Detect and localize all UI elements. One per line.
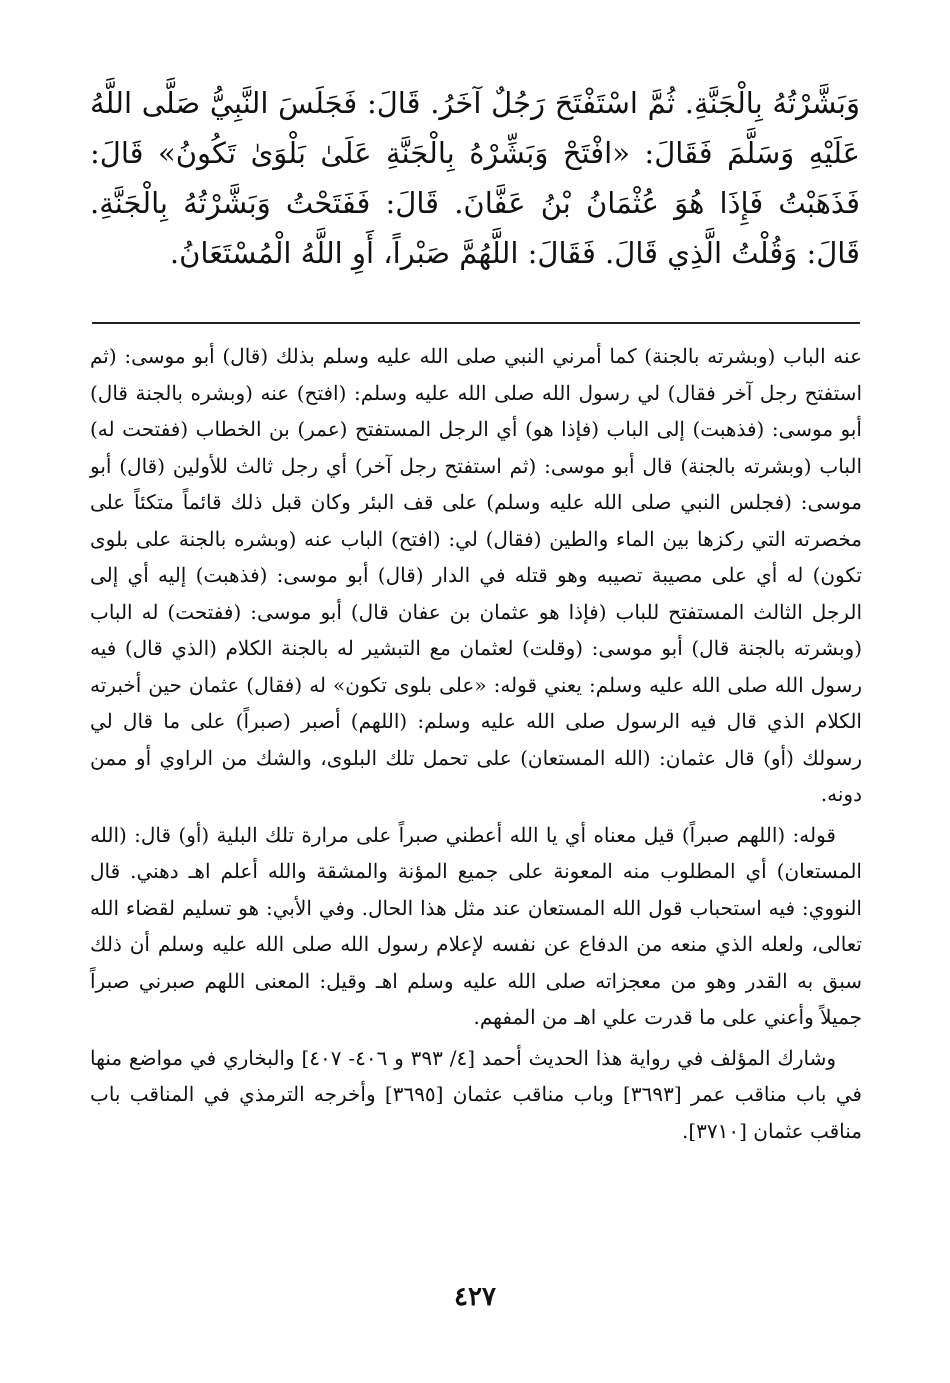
commentary-paragraph-1: عنه الباب (وبشرته بالجنة) كما أمرني النبي صلى الله عليه وسلم بذلك (قال) أبو موسى: (ثم استفتح رجل آخر فقال) لي رسول الله صلى الله عليه وسلم: (افتح) عنه (وبشره بالجنة قال) أبو موسى: (فذهبت) إلى الباب (فإذا هو) أي الرجل المستفتح (عمر) بن الخطاب (ففتحت له) الباب (وبشرته بالجنة) قال أبو موسى: (ثم استفتح رجل آخر) أي رجل ثالث للأولين (قال) أبو موسى: (فجلس النبي صلى الله عليه وسلم) على قف البئر وكان قبل ذلك قائماً متكئاً على مخصرته التي ركزها بين الماء والطين (فقال) لي: (افتح) الباب عنه (وبشره بالجنة على بلوى تكون) له أي على مصيبة تصيبه وهو قتله في الدار (قال) أبو موسى: (فذهبت) إليه أي إلى الرجل الثالث المستفتح للباب (فإذا هو عثمان بن عفان قال) أبو موسى: (ففتحت) له الباب (وبشرته بالجنة قال) أبو موسى: (وقلت) لعثمان مع التبشير له بالجنة الكلام (الذي قال) فيه رسول الله صلى الله عليه وسلم: يعني قوله: «على بلوى تكون» له (فقال) عثمان حين أخبرته الكلام الذي قال فيه الرسول صلى الله عليه وسلم: (اللهم) أصبر (صبراً) على ما قال لي رسولك (أو) قال عثمان: (الله المستعان) على تحمل تلك البلوى، والشك من الراوي أو ممن دونه.	[90, 344, 862, 806]
hadith-text	[90, 78, 860, 278]
commentary	[90, 338, 862, 1149]
page-number: ٤٢٧	[454, 1282, 496, 1312]
hadith-paragraph: وَبَشَّرْتُهُ بِالْجَنَّةِ. ثُمَّ اسْتَفْتَحَ رَجُلٌ آخَرُ. قَالَ: فَجَلَسَ النَّبِيُّ صَلَّى اللَّهُ عَلَيْهِ وَسَلَّمَ فَقَالَ: «افْتَحْ وَبَشِّرْهُ بِالْجَنَّةِ عَلَىٰ بَلْوَىٰ تَكُونُ» قَالَ: فَذَهَبْتُ فَإِذَا هُوَ عُثْمَانُ بْنُ عَفَّانَ. قَالَ: فَفَتَحْتُ وَبَشَّرْتُهُ بِالْجَنَّةِ. قَالَ: وَقُلْتُ الَّذِي قَالَ. فَقَالَ: اللَّهُمَّ صَبْراً، أَوِ اللَّهُ الْمُسْتَعَانُ.	[90, 86, 860, 270]
footnote-divider	[92, 322, 860, 324]
commentary-paragraph-2: قوله: (اللهم صبراً) قيل معناه أي يا الله أعطني صبراً على مرارة تلك البلية (أو) قال: (الله المستعان) أي المطلوب منه المعونة على جميع المؤنة والمشقة والله أعلم اهـ دهني. قال النووي: فيه استحباب قول الله المستعان عند مثل هذا الحال. وفي الأبي: هو تسليم لقضاء الله تعالى، ولعله الذي منعه من الدفاع عن نفسه لإعلام رسول الله صلى الله عليه وسلم أن ذلك سبق به القدر وهو من معجزاته صلى الله عليه وسلم اهـ وقيل: المعنى اللهم صبرني صبراً جميلاً وأعني على ما قدرت علي اهـ من المفهم.	[90, 822, 863, 1029]
commentary-paragraph-3: وشارك المؤلف في رواية هذا الحديث أحمد [٤/ ٣٩٣ و ٤٠٦- ٤٠٧] والبخاري في مواضع منها في باب مناقب عمر [٣٦٩٣] وباب مناقب عثمان [٣٦٩٥] وأخرجه الترمذي في المناقب باب مناقب عثمان [٣٧١٠].	[90, 1045, 862, 1143]
